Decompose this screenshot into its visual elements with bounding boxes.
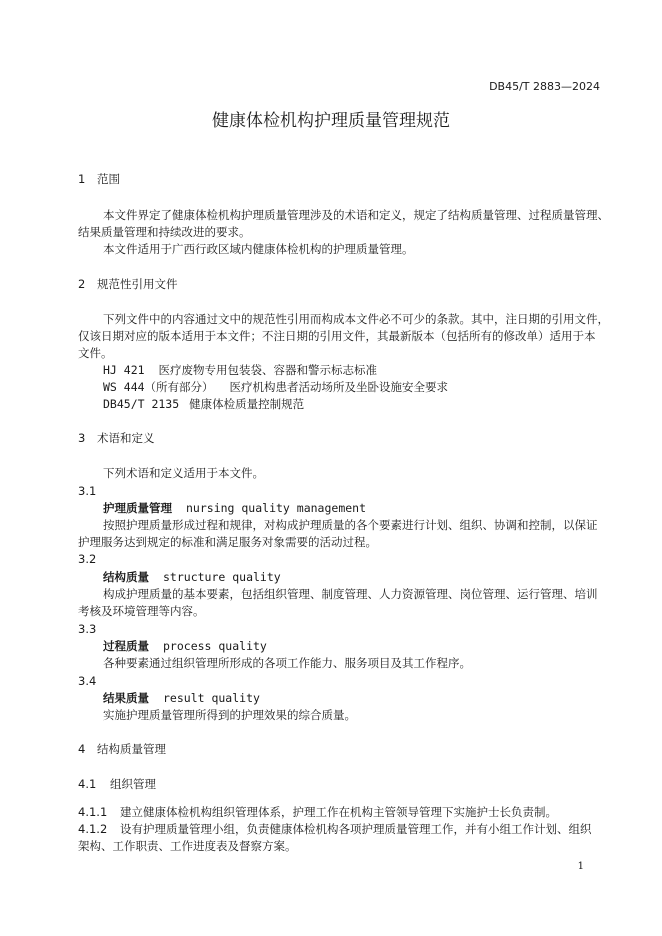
paragraph-line: 本文件适用于广西行政区域内健康体检机构的护理质量管理。 bbox=[103, 242, 414, 256]
term-english: nursing quality management bbox=[186, 501, 367, 515]
term-number: 3.2 bbox=[78, 552, 97, 566]
paragraph-line: 仅该日期对应的版本适用于本文件；不注日期的引用文件，其最新版本（包括所有的修改单）适用于本 bbox=[78, 329, 596, 343]
section-2-heading bbox=[78, 276, 178, 292]
paragraph-line: 文件。 bbox=[78, 346, 113, 360]
term-number: 3.4 bbox=[78, 674, 97, 688]
term-entry bbox=[103, 569, 281, 585]
document-title: 健康体检机构护理质量管理规范 bbox=[212, 111, 450, 131]
term-chinese: 结构质量 bbox=[103, 570, 149, 584]
reference-title: 医疗机构患者活动场所及坐卧设施安全要求 bbox=[229, 380, 449, 394]
term-definition-line: 考核及环境管理等内容。 bbox=[78, 604, 205, 618]
term-entry bbox=[103, 638, 267, 654]
clause-number: 4.1.2 bbox=[78, 822, 108, 836]
reference-code: HJ 421 bbox=[103, 363, 145, 377]
subsection-number: 4.1 bbox=[78, 777, 97, 791]
term-definition-line: 各种要素通过组织管理所形成的各项工作能力、服务项目及其工作程序。 bbox=[103, 656, 471, 670]
subsection-title: 组织管理 bbox=[110, 777, 156, 791]
reference-item bbox=[103, 362, 377, 378]
document-number: DB45/T 2883—2024 bbox=[489, 80, 600, 93]
term-definition-line: 按照护理质量形成过程和规律，对构成护理质量的各个要素进行计划、组织、协调和控制，以保证 bbox=[103, 518, 598, 532]
term-entry bbox=[103, 500, 366, 516]
reference-title: 医疗废物专用包装袋、容器和警示标志标准 bbox=[158, 363, 378, 377]
section-number: 3 bbox=[78, 431, 86, 445]
reference-code: WS 444（所有部分） bbox=[103, 380, 214, 394]
paragraph-line: 下列文件中的内容通过文中的规范性引用而构成本文件必不可少的条款。其中，注日期的引用文件， bbox=[103, 312, 609, 326]
paragraph-line: 结果质量管理和持续改进的要求。 bbox=[78, 225, 251, 239]
clause-text: 建立健康体检机构组织管理体系，护理工作在机构主管领导管理下实施护士长负责制。 bbox=[120, 805, 557, 819]
section-number: 2 bbox=[78, 277, 86, 291]
term-definition-line: 护理服务达到规定的标准和满足服务对象需要的活动过程。 bbox=[78, 535, 377, 549]
reference-item bbox=[103, 379, 448, 395]
term-english: result quality bbox=[163, 691, 260, 705]
section-3-heading bbox=[78, 430, 155, 446]
paragraph-line: 本文件界定了健康体检机构护理质量管理涉及的术语和定义，规定了结构质量管理、过程质量管理、 bbox=[103, 208, 609, 222]
term-number: 3.3 bbox=[78, 622, 97, 636]
reference-item bbox=[103, 396, 304, 412]
term-chinese: 结果质量 bbox=[103, 691, 149, 705]
term-english: structure quality bbox=[163, 570, 281, 584]
term-english: process quality bbox=[163, 639, 267, 653]
term-chinese: 过程质量 bbox=[103, 639, 149, 653]
term-definition-line: 实施护理质量管理所得到的护理效果的综合质量。 bbox=[103, 708, 356, 722]
page-number: 1 bbox=[577, 861, 584, 872]
subsection-4-1-heading bbox=[78, 776, 156, 792]
section-title: 规范性引用文件 bbox=[97, 277, 178, 291]
reference-title: 健康体检质量控制规范 bbox=[189, 397, 305, 411]
reference-code: DB45/T 2135 bbox=[103, 397, 180, 411]
clause-continuation-line: 架构、工作职责、工作进度表及督察方案。 bbox=[78, 839, 297, 853]
paragraph-line: 下列术语和定义适用于本文件。 bbox=[103, 466, 264, 480]
section-number: 1 bbox=[78, 172, 86, 186]
clause-text: 设有护理质量管理小组，负责健康体检机构各项护理质量管理工作，并有小组工作计划、组织 bbox=[120, 822, 592, 836]
term-number: 3.1 bbox=[78, 484, 97, 498]
section-title: 术语和定义 bbox=[97, 431, 155, 445]
section-title: 结构质量管理 bbox=[97, 742, 166, 756]
term-definition-line: 构成护理质量的基本要素，包括组织管理、制度管理、人力资源管理、岗位管理、运行管理、培训 bbox=[103, 587, 598, 601]
section-title: 范围 bbox=[97, 172, 120, 186]
term-chinese: 护理质量管理 bbox=[103, 501, 172, 515]
clause-item bbox=[78, 821, 592, 837]
term-entry bbox=[103, 690, 260, 706]
clause-number: 4.1.1 bbox=[78, 805, 108, 819]
section-number: 4 bbox=[78, 742, 86, 756]
section-4-heading bbox=[78, 741, 166, 757]
clause-item bbox=[78, 804, 557, 820]
section-1-heading bbox=[78, 171, 120, 187]
